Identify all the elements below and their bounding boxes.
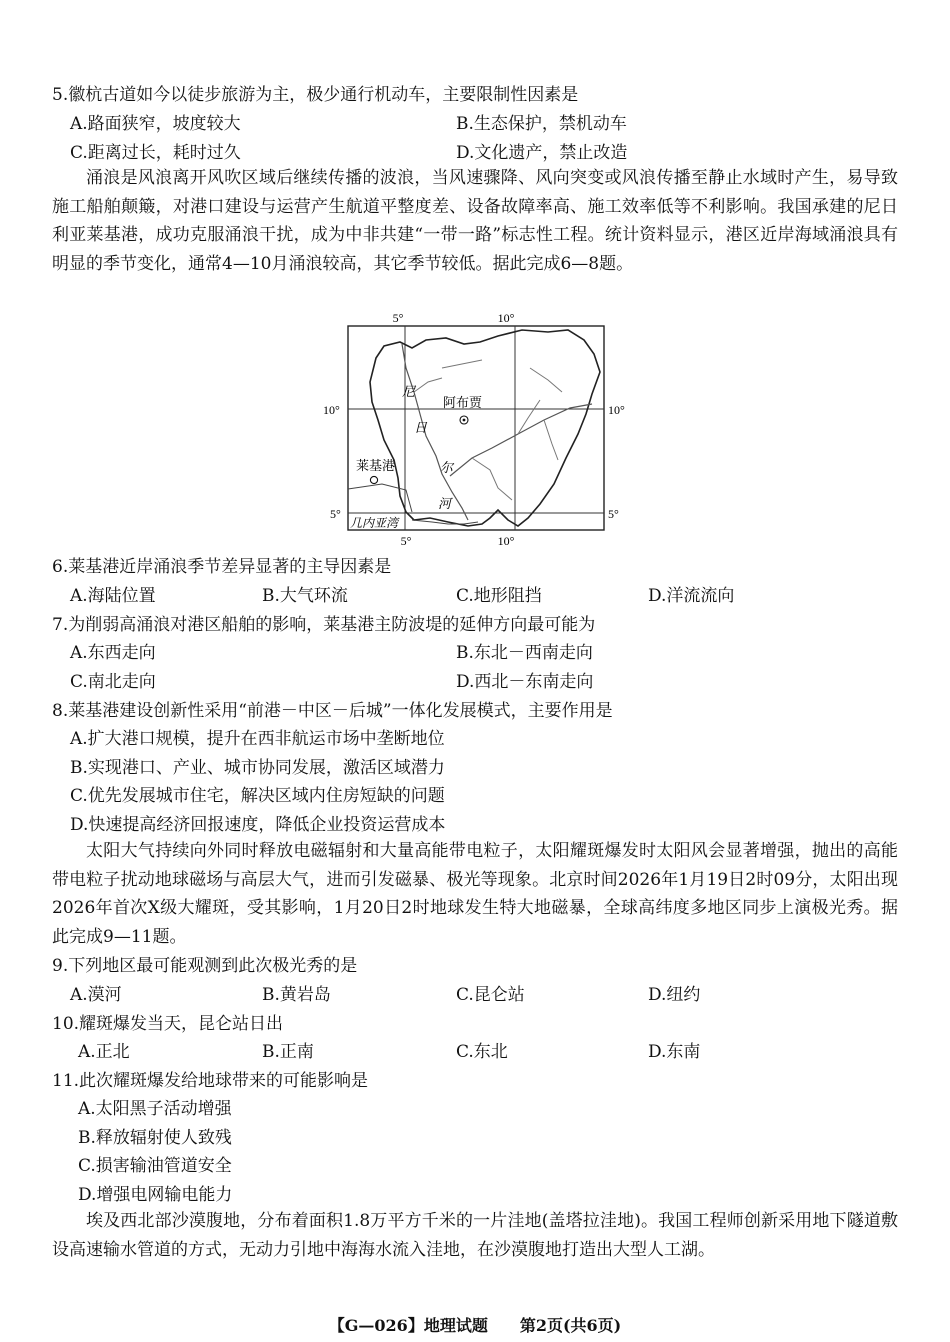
- q5-option-d: D.文化遗产，禁止改造: [456, 143, 628, 163]
- tributary-1: [472, 458, 512, 500]
- q10-option-c: C.东北: [456, 1042, 508, 1062]
- tributary-4: [530, 368, 562, 392]
- q8-option-c: C.优先发展城市住宅，解决区域内住房短缺的问题: [70, 786, 445, 806]
- lon-top-10: 10°: [497, 311, 515, 325]
- lat-right-5: 5°: [608, 507, 619, 521]
- q11-option-c: C.损害输油管道安全: [78, 1156, 232, 1176]
- q11-stem: 11.此次耀斑爆发给地球带来的可能影响是: [52, 1071, 369, 1091]
- benue-river: [450, 404, 592, 476]
- tributary-2: [518, 400, 540, 434]
- lon-bottom-5: 5°: [400, 534, 412, 548]
- passage-qattara: [52, 1207, 898, 1264]
- q10-option-d: D.东南: [648, 1042, 701, 1062]
- river-char-3: 尔: [440, 461, 454, 476]
- passage-swell-text: 涌浪是风浪离开风吹区域后继续传播的波浪，当风速骤降、风向突变或风浪传播至静止水域时产生，易导致施工船舶颠簸，对港口建设与运营产生航道平整度差、设备故障率高、施工效率低等不利影响。我国承建的尼日利亚莱基港，成功克服涌浪干扰，成为中非共建“一带一路”标志性工程。统计资料显示，港区近岸海域涌浪具有明显的季节变化，通常4—10月涌浪较高，其它季节较低。据此完成6—8题。: [52, 168, 898, 274]
- page-footer: 【G—026】地理试题 第2页(共6页): [328, 1316, 622, 1335]
- q9-option-b: B.黄岩岛: [262, 985, 331, 1005]
- q5-option-c: C.距离过长，耗时过久: [70, 143, 241, 163]
- q8-option-a: A.扩大港口规模，提升在西非航运市场中垄断地位: [70, 729, 445, 749]
- q7-option-a: A.东西走向: [70, 643, 156, 663]
- q9-option-d: D.纽约: [648, 985, 701, 1005]
- q11-option-d: D.增强电网输电能力: [78, 1185, 233, 1205]
- map-frame: [348, 326, 604, 530]
- niger-river: [402, 344, 468, 520]
- lon-bottom-10: 10°: [497, 534, 515, 548]
- coast-west: [348, 484, 412, 512]
- q6-option-b: B.大气环流: [262, 586, 348, 606]
- gulf-label: 几内亚湾: [350, 516, 399, 530]
- tributary-3: [442, 360, 482, 368]
- q11-option-b: B.释放辐射使人致残: [78, 1128, 232, 1148]
- q7-option-d: D.西北－东南走向: [456, 672, 594, 692]
- q7-option-b: B.东北－西南走向: [456, 643, 593, 663]
- q5-option-b: B.生态保护，禁机动车: [456, 114, 627, 134]
- q8-option-d: D.快速提高经济回报速度，降低企业投资运营成本: [70, 815, 446, 835]
- q6-option-d: D.洋流流向: [648, 586, 735, 606]
- capital-symbol-dot: [463, 419, 466, 422]
- lat-left-10: 10°: [323, 403, 340, 417]
- q11-option-a: A.太阳黑子活动增强: [78, 1099, 232, 1119]
- q9-stem: 9.下列地区最可能观测到此次极光秀的是: [52, 956, 358, 976]
- q10-option-a: A.正北: [78, 1042, 130, 1062]
- q10-stem: 10.耀斑爆发当天，昆仑站日出: [52, 1014, 284, 1034]
- passage-solar-flare: [52, 837, 898, 951]
- q7-stem: 7.为削弱高涌浪对港区船舶的影响，莱基港主防波堤的延伸方向最可能为: [52, 615, 596, 635]
- q5-stem: 5.徽杭古道如今以徒步旅游为主，极少通行机动车，主要限制性因素是: [52, 85, 579, 105]
- q6-stem: 6.莱基港近岸涌浪季节差异显著的主导因素是: [52, 557, 392, 577]
- port-symbol: [370, 476, 377, 483]
- passage-qattara-text: 埃及西北部沙漠腹地，分布着面积1.8万平方千米的一片洼地(盖塔拉洼地)。我国工程师创新采用地下隧道敷设高速输水管道的方式，无动力引地中海海水流入洼地，在沙漠腹地打造出大型人工湖。: [52, 1211, 898, 1260]
- lat-right-10: 10°: [608, 403, 625, 417]
- lat-left-5: 5°: [330, 507, 341, 521]
- tributary-5: [544, 420, 558, 460]
- q5-option-a: A.路面狭窄，坡度较大: [70, 114, 241, 134]
- lon-top-5: 5°: [392, 311, 404, 325]
- river-char-2: 日: [414, 421, 428, 436]
- capital-label: 阿布贾: [443, 396, 483, 411]
- passage-solar-flare-text: 太阳大气持续向外同时释放电磁辐射和大量高能带电粒子，太阳耀斑爆发时太阳风会显著增强，抛出的高能带电粒子扰动地球磁场与高层大气，进而引发磁暴、极光等现象。北京时间2026年1月19日2时09分，太阳出现2026年首次X级大耀斑，受其影响，1月20日2时地球发生特大地磁暴，全球高纬度多地区同步上演极光秀。据此完成9—11题。: [52, 841, 898, 947]
- q9-option-a: A.漠河: [70, 985, 122, 1005]
- river-char-4: 河: [438, 497, 452, 512]
- q8-option-b: B.实现港口、产业、城市协同发展，激活区域潜力: [70, 758, 445, 778]
- river-char-1: 尼: [402, 385, 416, 400]
- q6-option-c: C.地形阻挡: [456, 586, 542, 606]
- q8-stem: 8.莱基港建设创新性采用“前港－中区－后城”一体化发展模式，主要作用是: [52, 701, 613, 721]
- passage-swell: [52, 164, 898, 278]
- q10-option-b: B.正南: [262, 1042, 314, 1062]
- q7-option-c: C.南北走向: [70, 672, 156, 692]
- nigeria-map: [322, 308, 625, 548]
- port-label: 莱基港: [356, 459, 396, 474]
- q6-option-a: A.海陆位置: [70, 586, 156, 606]
- tributary-6: [414, 378, 442, 392]
- q9-option-c: C.昆仑站: [456, 985, 525, 1005]
